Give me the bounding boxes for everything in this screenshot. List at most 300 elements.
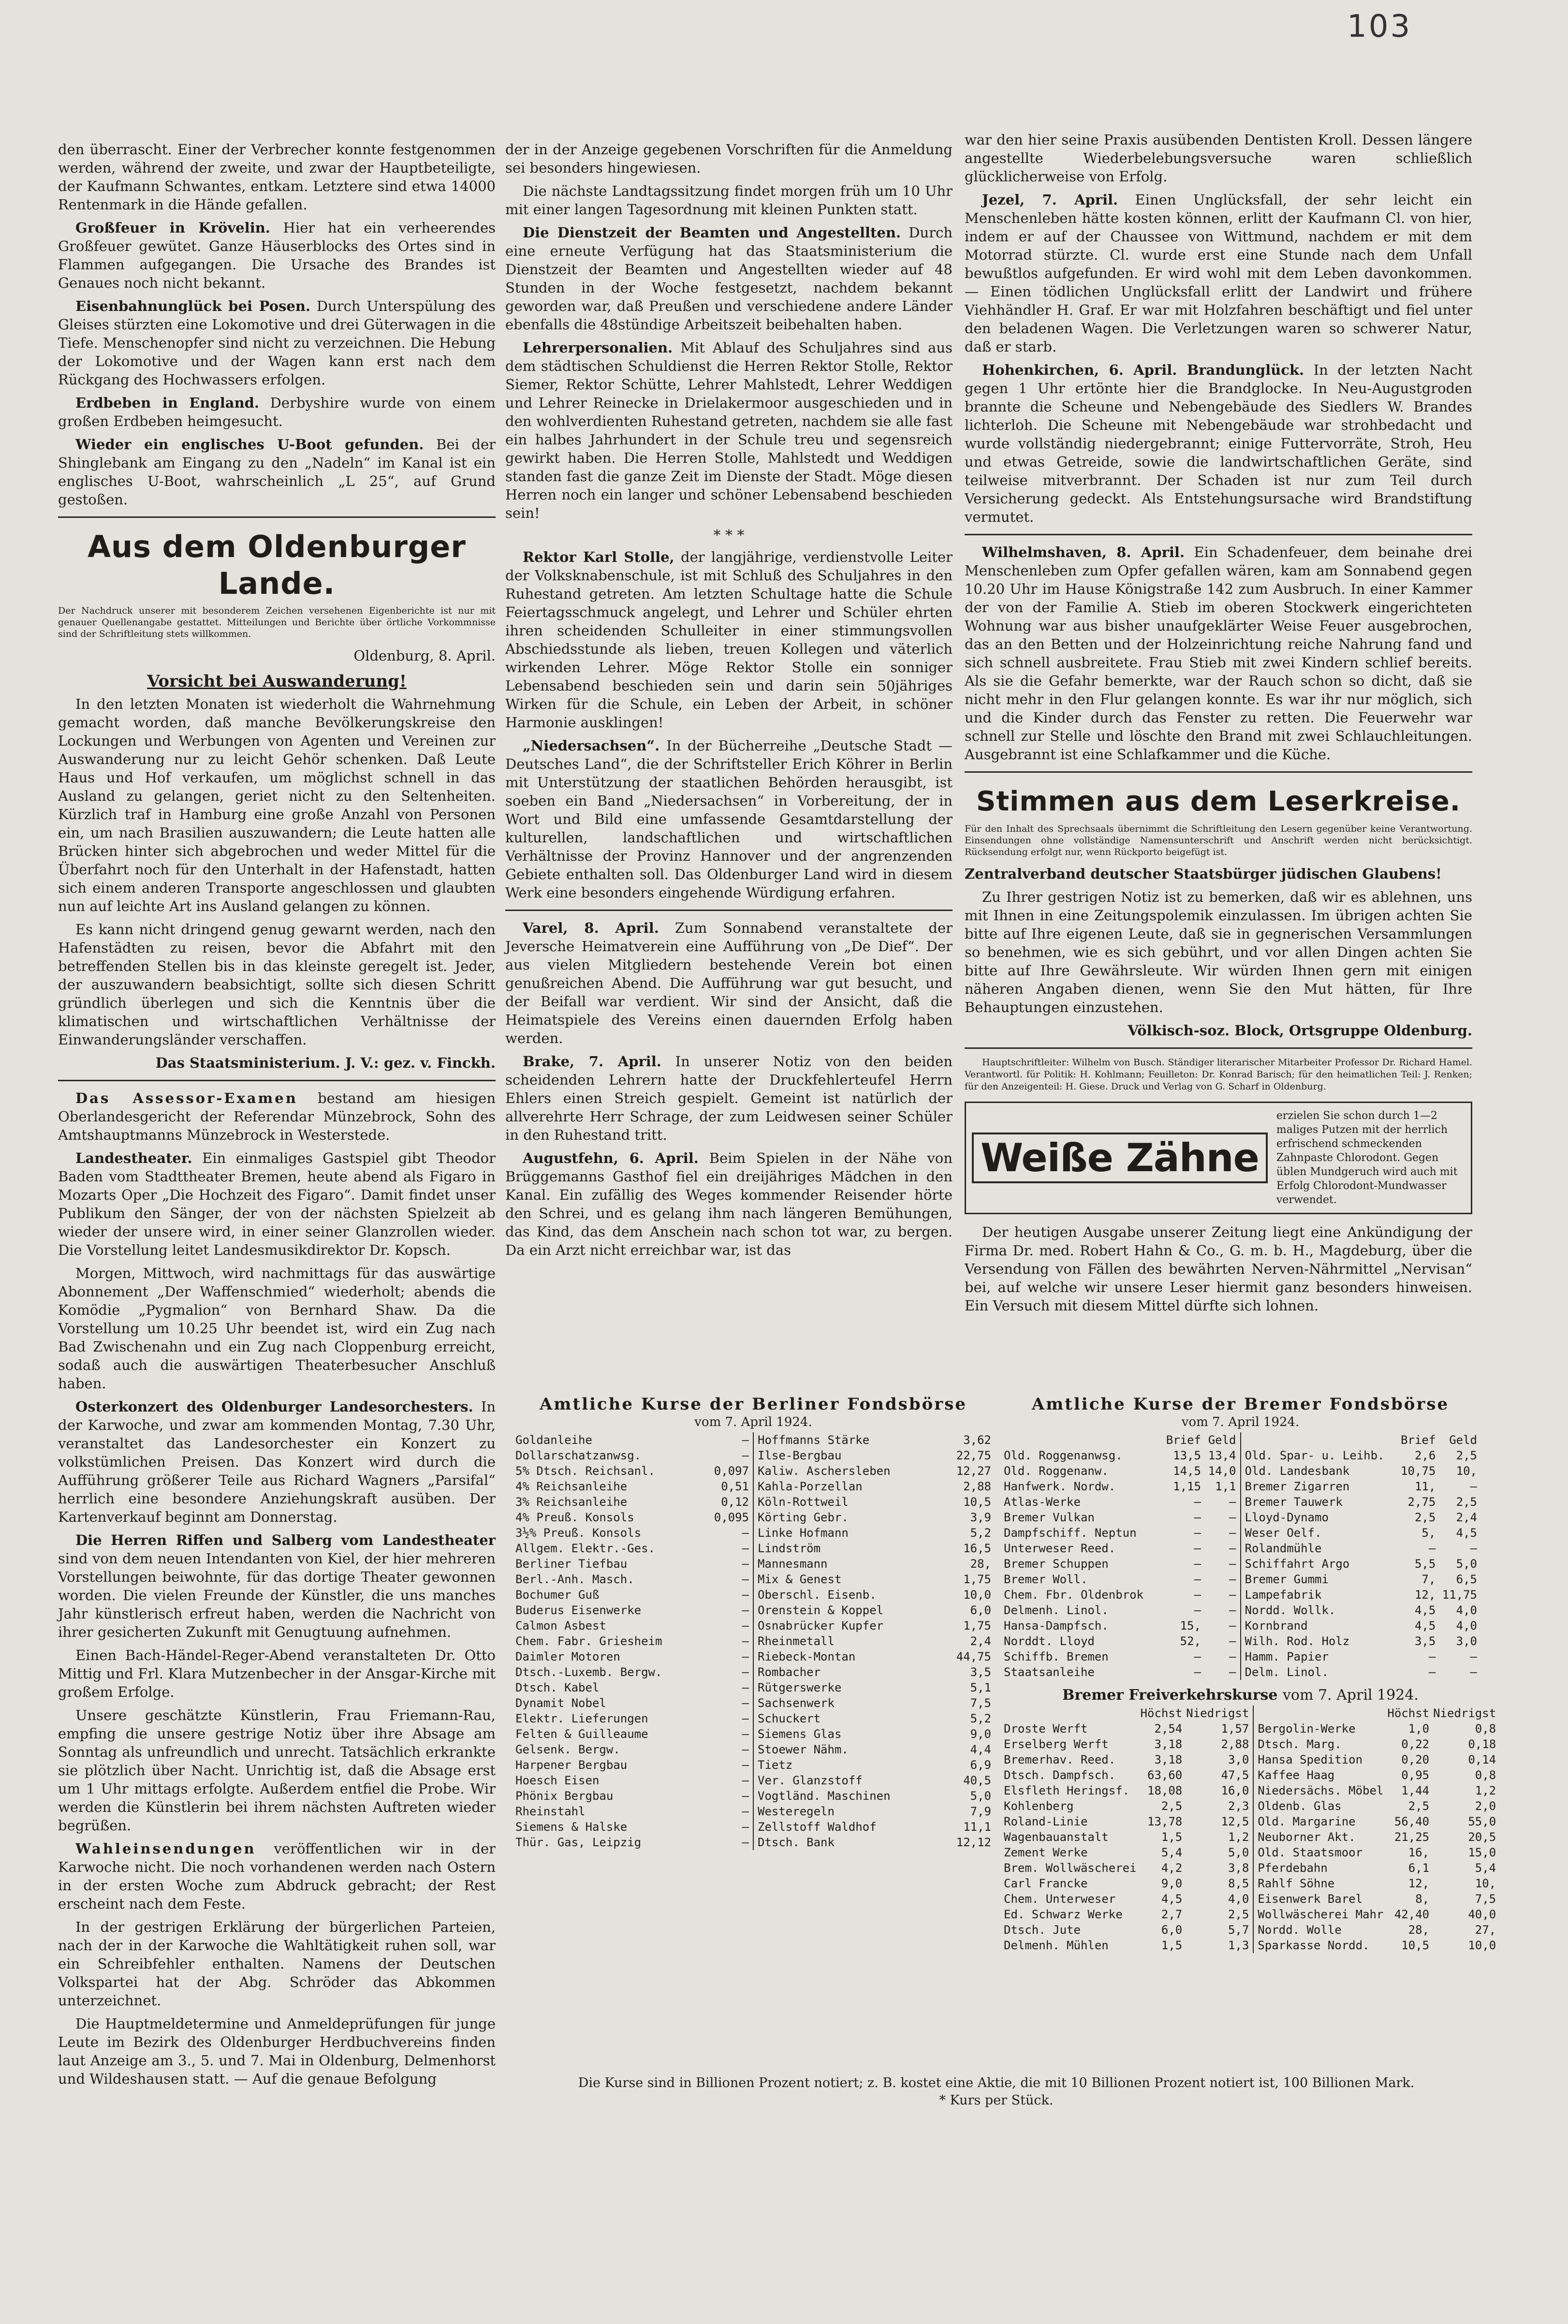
section-title: Aus dem Oldenburger Lande. (88, 529, 466, 601)
table-row (756, 1819, 993, 1835)
table-title: Amtliche Kurse der Berliner Fondsbörse (540, 1395, 967, 1414)
table-row (1002, 1603, 1238, 1618)
footnote-text: * Kurs per Stück. (939, 2093, 1054, 2108)
security-name: Lloyd-Dynamo (1245, 1511, 1329, 1524)
dateline: Oldenburg, 8. April. (353, 647, 496, 664)
rate-value: — (742, 1634, 749, 1648)
news-body: bestand am hiesigen Oberlandesgericht der Referendar Münzebrock, Sohn des Amtshauptmanns Münzebrock in Westerstede. (58, 1090, 496, 1143)
rate-value: 5,0 (970, 1789, 991, 1803)
article-text: In der gestrigen Erklärung der bürgerlichen Parteien, nach der in der Karwoche die Wahltätigkeit ruhen soll, war ein Schreibfehler enthalten. Namens der Deutschen Volkspartei hat der Abg. Schröder das Abkommen unterzeichnet. (58, 1919, 496, 2009)
news-head: Wilhelmshaven, 8. April. (982, 544, 1185, 560)
table-row (1256, 1767, 1498, 1783)
security-name: Staatsanleihe (1004, 1665, 1095, 1679)
table-row (1243, 1618, 1480, 1633)
rate-value: 1,44 (1401, 1784, 1430, 1797)
table-row (513, 1494, 751, 1510)
rate-value: 1,0 (1408, 1722, 1430, 1736)
news-item (58, 1839, 496, 1913)
rate-value: — (1194, 1588, 1201, 1602)
rate-value: 0,8 (1475, 1722, 1496, 1736)
rate-value: 5,2 (970, 1712, 991, 1725)
rate-value: 12,12 (956, 1836, 991, 1849)
security-name: Old. Staatsmoor (1258, 1846, 1363, 1859)
rate-value: 5,0 (1228, 1846, 1249, 1859)
bremen-stock-table (1000, 1393, 1496, 1953)
security-name: Köln-Rottweil (758, 1495, 849, 1509)
security-name: Wagenbauanstalt (1004, 1830, 1109, 1844)
rate-value: 3,18 (1154, 1737, 1183, 1751)
table-title: Amtliche Kurse der Bremer Fondsbörse (1031, 1395, 1450, 1414)
rate-value: — (742, 1820, 749, 1834)
rate-value: — (742, 1573, 749, 1586)
rate-value: 21,25 (1394, 1830, 1430, 1844)
security-name: Old. Margarine (1258, 1815, 1356, 1828)
rate-value: 0,14 (1468, 1753, 1496, 1766)
rate-value: 3,0 (1228, 1753, 1249, 1766)
table-row (756, 1695, 993, 1711)
security-name: Kornbrand (1245, 1619, 1308, 1633)
rate-value: 6,1 (1408, 1861, 1430, 1875)
rate-value: — (1229, 1665, 1236, 1679)
security-name: Weser Oelf. (1245, 1526, 1322, 1540)
rate-value: 13,78 (1147, 1815, 1183, 1828)
table-row (1243, 1603, 1480, 1618)
rate-value: 10,0 (1468, 1939, 1496, 1952)
rate-value: 52, (1180, 1634, 1201, 1648)
rate-value: 0,18 (1468, 1737, 1496, 1751)
rate-value: 16, (1408, 1846, 1430, 1859)
rate-value: 0,51 (721, 1480, 749, 1493)
header-cell: Höchst (1140, 1706, 1183, 1720)
news-item (58, 435, 496, 509)
table-row (1243, 1587, 1480, 1603)
news-body: sind von dem neuen Intendanten von Kiel, der hier mehreren Vorstellungen beiwohnte, für das dortige Theater gewonnen worden. Die vielen Freunde der Künstler, die uns manches Jahr künstlerisch erfreut haben, werden die Nachricht von ihrer gesicherten Zukunft mit Genugtuung aufnehmen. (58, 1550, 496, 1640)
table-row (1256, 1860, 1498, 1876)
rate-value: — (1194, 1542, 1201, 1555)
security-name: Siemens & Halske (515, 1820, 628, 1834)
divider (58, 516, 496, 518)
rate-value: 4,0 (1456, 1619, 1477, 1633)
table-row (756, 1510, 993, 1525)
security-name: Sachsenwerk (758, 1696, 835, 1710)
rate-value: 2,54 (1154, 1722, 1183, 1736)
security-name: Erselberg Werft (1004, 1737, 1109, 1751)
rate-value: — (742, 1526, 749, 1540)
ad-title: Weiße Zähne (972, 1133, 1268, 1183)
security-name: Schuckert (758, 1712, 821, 1725)
news-item (58, 219, 496, 292)
article-text: Die nächste Landtagssitzung findet morgen früh um 10 Uhr mit einer langen Tagesordnung mit kleinen Punkten statt. (505, 183, 953, 218)
security-name: Körting Gebr. (758, 1511, 849, 1524)
security-name: Phönix Bergbau (515, 1789, 614, 1803)
news-body: In der Karwoche, und zwar am kommenden Montag, 7.30 Uhr, veranstaltet das Landesorchester ein Konzert zu volkstümlichen Preisen. Das Konzert wird durch die Aufführung größerer Teile aus Richard Wagners „Parsifal“ herrlich eine besondere Anziehungskraft ausüben. Der Kartenverkauf beginnt am Donnerstag. (58, 1398, 496, 1525)
security-name: Goldanleihe (515, 1433, 592, 1447)
table-row (513, 1742, 751, 1757)
header-cell: Niedrigst (1433, 1706, 1496, 1720)
news-item (58, 1397, 496, 1526)
security-name: Delmenh. Linol. (1004, 1603, 1109, 1617)
table-row (756, 1726, 993, 1742)
rate-value: — (742, 1696, 749, 1710)
table-row (1256, 1814, 1498, 1829)
rate-value: 14,5 (1173, 1464, 1201, 1478)
rate-value: 0,8 (1475, 1768, 1496, 1782)
rate-value: — (742, 1758, 749, 1772)
news-item (58, 1531, 496, 1641)
security-name: Bremerhav. Reed. (1004, 1753, 1116, 1766)
divider (965, 1047, 1472, 1049)
table-row (1256, 1721, 1498, 1736)
security-name: Osnabrücker Kupfer (758, 1619, 884, 1633)
rate-value: 4,0 (1456, 1603, 1477, 1617)
rate-value: 3,9 (970, 1511, 991, 1524)
table-row (513, 1664, 751, 1680)
security-name: Oberschl. Eisenb. (758, 1588, 877, 1602)
article-text: Die Hauptmeldetermine und Anmeldeprüfungen für junge Leute im Bezirk des Oldenburger Herdbuchvereins finden laut Anzeige am 3., 5. und 7. Mai in Oldenburg, Delmenhorst und Wildeshausen statt. — Auf die genaue Befolgung (58, 2015, 496, 2087)
table-row (1243, 1572, 1480, 1587)
security-name: Ver. Glanzstoff (758, 1774, 863, 1787)
table-row (1002, 1860, 1251, 1876)
security-name: Riebeck-Montan (758, 1650, 856, 1663)
rate-value: 5,4 (1161, 1846, 1183, 1859)
security-name: Dampfschiff. Neptun (1004, 1526, 1137, 1540)
news-item (505, 1149, 953, 1259)
rate-value: 11,75 (1442, 1588, 1477, 1602)
news-body: In der Bücherreihe „Deutsche Stadt — Deutsches Land“, die der Schriftsteller Erich Köhrer in Berlin mit Unterstützung der staatlichen Behörden herausgibt, ist soeben ein Band „Niedersachsen“ in Vorbereitung, der in Wort und Bild eine umfassende Gesamtdarstellung der kulturellen, landschaftlichen und wirtschaftlichen Verhältnisse der Provinz Hannover und der angrenzenden Gebiete enthalten soll. Das Oldenburger Land wird in diesem Werk eine besonders eingehende Würdigung erfahren. (505, 737, 953, 901)
stock-tables (512, 1393, 1496, 2065)
news-body: veröffentlichen wir in der Karwoche nicht. Die noch vorhandenen werden nach Ostern in der ersten Woche zum Abdruck gebracht; der Rest erscheint nach dem Feste. (58, 1840, 496, 1912)
table-row (513, 1773, 751, 1788)
table-row (756, 1664, 993, 1680)
security-name: Dynamit Nobel (515, 1696, 606, 1710)
header-cell: Geld (1208, 1433, 1236, 1447)
table-header-row (1002, 1432, 1238, 1448)
table-row (513, 1726, 751, 1742)
security-name: Vogtländ. Maschinen (758, 1789, 891, 1803)
security-name: Bremer Woll. (1004, 1573, 1088, 1586)
news-body: Durch eine erneute Verfügung hat das Staatsministerium die Dienstzeit der Beamten und Angestellten wieder auf 48 Stunden in der Woche festgesetzt, nachdem bekannt geworden war, daß Preußen und verschiedene andere Länder ebenfalls die 48stündige Arbeitszeit beibehalten haben. (505, 224, 953, 333)
table-row (756, 1525, 993, 1541)
table-row (513, 1835, 751, 1850)
table-half (1000, 1432, 1241, 1680)
security-name: Mix & Genest (758, 1573, 842, 1586)
security-name: Rombacher (758, 1665, 821, 1679)
rate-value: 7, (1421, 1573, 1436, 1586)
security-name: Bergolin-Werke (1258, 1722, 1356, 1736)
security-name: Hoffmanns Stärke (758, 1433, 870, 1447)
table-row (513, 1572, 751, 1587)
security-name: Elektr. Lieferungen (515, 1712, 648, 1725)
security-name: Rahlf Söhne (1258, 1877, 1335, 1890)
rate-value: 0,12 (721, 1495, 749, 1509)
news-item (505, 1052, 953, 1144)
rate-value: — (742, 1665, 749, 1679)
rates-table (1000, 1706, 1500, 1953)
header-cell: Niedrigst (1186, 1706, 1249, 1720)
table-row (1243, 1633, 1480, 1649)
rate-value: 16,0 (1221, 1784, 1249, 1797)
rate-value: 7,9 (970, 1805, 991, 1818)
rate-value: 3,8 (1228, 1861, 1249, 1875)
table-row (756, 1603, 993, 1618)
rate-value: 2,5 (1456, 1449, 1477, 1462)
security-name: Ilse-Bergbau (758, 1449, 842, 1462)
table-half (512, 1432, 753, 1850)
security-name: Rütgerswerke (758, 1681, 842, 1694)
security-name: Bochumer Guß (515, 1588, 600, 1602)
news-body: Derbyshire wurde von einem großen Erdbeben heimgesucht. (58, 395, 496, 429)
news-body: Beim Spielen in der Nähe von Brüggemanns Gasthof fiel ein dreijähriges Mädchen in den Kanal. Ein zufällig des Weges kommender Reisender hörte den Schrei, und es gelang ihm nach längeren Bemühungen, das Kind, das dem Anschein nach schon tot war, zu bergen. Da ein Arzt nicht erreichbar war, ist das (505, 1150, 953, 1258)
table-row (513, 1757, 751, 1773)
rate-value: 22,75 (956, 1449, 991, 1462)
table-row (1243, 1448, 1480, 1463)
rate-value: — (1194, 1526, 1201, 1540)
article-text: Unsere geschätzte Künstlerin, Frau Friemann-Rau, empfing die unsere gestrige Notiz über ihre Absage am Sonntag als unfreundlich und unrecht. Tatsächlich erkrankte sie plötzlich über Nacht. Unrichtig ist, daß die Absage erst um 1 Uhr mittags erfolgte. Außerdem entfiel die Probe. Wir werden die Künstlerin bei ihrem nächsten Auftreten wieder begrüßen. (58, 1707, 496, 1834)
security-name: Bremer Zigarren (1245, 1480, 1350, 1493)
rate-value: 3,18 (1154, 1753, 1183, 1766)
rate-value: — (1194, 1650, 1201, 1663)
security-name: 5% Dtsch. Reichsanl. (515, 1464, 655, 1478)
security-name: Delm. Linol. (1245, 1665, 1329, 1679)
security-name: Nordd. Wolle (1258, 1923, 1342, 1937)
rate-value: — (1194, 1573, 1201, 1586)
security-name: Old. Landesbank (1245, 1464, 1350, 1478)
section-subtitle: Für den Inhalt des Sprechsaals übernimmt die Schriftleitung den Lesern gegenüber keine Verantwortung. Einsendungen ohne vollständige Namensunterschrift und Anschrift werden nicht berücksichtigt. Rücksendung erfolgt nur, wenn Rückporto beigefügt ist. (965, 824, 1472, 857)
news-item (58, 1089, 496, 1144)
table-date: vom 7. April 1924. (1181, 1415, 1300, 1429)
news-body: Ein Schadenfeuer, dem beinahe drei Menschenleben zum Opfer gefallen wären, kam am Sonnabend gegen 10.20 Uhr im Hause Königstraße 142 zum Ausbruch. In einer Kammer der von der Familie A. Stieb im oberen Stockwerk eingerichteten Wohnung war aus bisher unaufgeklärter Weise Feuer ausgebrochen, das an den Betten und der Holzeinrichtung reiche Nahrung fand und sich schnell ausbreitete. Frau Stieb mit zwei Kindern schlief bereits. Als sie die Gefahr bemerkte, war der Rauch schon so dicht, daß sie nicht mehr in den Flur gelangen konnte. Es war ihr nur möglich, sich und die Kinder durch das Fenster zu retten. Die Feuerwehr war schnell zur Stelle und löschte den Brand mit zwei Schlauchleitungen. Ausgebrannt ist eine Schlafkammer und die Küche. (965, 544, 1473, 763)
rate-value: — (1229, 1542, 1236, 1555)
table-footnote (512, 2074, 1481, 2109)
rate-value: 10, (1475, 1877, 1496, 1890)
rate-value: — (1229, 1573, 1236, 1586)
news-head: Brake, 7. April. (523, 1053, 661, 1070)
security-name: Berl.-Anh. Masch. (515, 1573, 634, 1586)
rate-value: — (1229, 1619, 1236, 1633)
rate-value: 8,5 (1228, 1877, 1249, 1890)
table-row (513, 1587, 751, 1603)
section-title: Stimmen aus dem Leserkreise. (976, 786, 1461, 817)
section-subtitle: Der Nachdruck unserer mit besonderem Zeichen versehenen Eigenberichte ist nur mit genauer Quellenangabe gestattet. Mitteilungen und Berichte über örtliche Vorkommnisse sind der Schriftleitung stets willkommen. (58, 605, 496, 639)
footnote-text: Die Kurse sind in Billionen Prozent notiert; z. B. kostet eine Aktie, die mit 10 Billionen Prozent notiert ist, 100 Billionen Mark. (578, 2075, 1415, 2090)
rate-value: 42,40 (1394, 1908, 1430, 1921)
table-row (1002, 1721, 1251, 1736)
table-row (1243, 1556, 1480, 1572)
rate-value: — (1229, 1557, 1236, 1571)
rate-value: 15, (1180, 1619, 1201, 1633)
table-row (1002, 1664, 1238, 1680)
rates-table (1000, 1432, 1481, 1680)
column-right (965, 131, 1473, 1314)
security-name: Dollarschatzanwsg. (515, 1449, 642, 1462)
news-head: Jezel, 7. April. (982, 191, 1118, 208)
rate-value: — (1470, 1665, 1477, 1679)
rate-value: 8, (1415, 1892, 1430, 1906)
rate-value: 63,60 (1147, 1768, 1183, 1782)
table-row (756, 1479, 993, 1494)
header-cell (1256, 1706, 1385, 1721)
security-name: Dtsch. Bank (758, 1836, 835, 1849)
rate-value: 7,5 (1475, 1892, 1496, 1906)
rate-value: 16,5 (963, 1542, 991, 1555)
security-name: Kaffee Haag (1258, 1768, 1335, 1782)
table-row (1002, 1510, 1238, 1525)
security-name: 4% Reichsanleihe (515, 1480, 628, 1493)
table-row (1002, 1448, 1238, 1463)
security-name: Westeregeln (758, 1805, 835, 1818)
rate-value: 1,5 (1161, 1939, 1183, 1952)
security-name: Dtsch. Jute (1004, 1923, 1081, 1937)
rate-value: 6,9 (970, 1758, 991, 1772)
rate-value: — (1229, 1634, 1236, 1648)
rate-value: 27, (1475, 1923, 1496, 1937)
table-date: vom 7. April 1924. (694, 1415, 812, 1429)
table-row (756, 1633, 993, 1649)
table-half (1000, 1706, 1253, 1953)
security-name: Ed. Schwarz Werke (1004, 1908, 1123, 1921)
rate-value: 4,5 (1414, 1619, 1436, 1633)
table-row (513, 1633, 751, 1649)
security-name: Buderus Eisenwerke (515, 1603, 642, 1617)
rate-value: 13,5 (1173, 1449, 1201, 1462)
security-name: Old. Roggenanwsg. (1004, 1449, 1123, 1462)
news-item (505, 736, 953, 902)
rates-sub-table (513, 1432, 751, 1850)
table-half (1253, 1706, 1500, 1953)
security-name: Roland-Linie (1004, 1815, 1088, 1828)
rate-value: — (1229, 1603, 1236, 1617)
security-name: Chem. Fbr. Oldenbrok (1004, 1588, 1143, 1602)
divider (965, 534, 1472, 535)
table-row (513, 1432, 751, 1448)
security-name: Tietz (758, 1758, 793, 1772)
news-item (505, 338, 953, 522)
rate-value: — (1194, 1603, 1201, 1617)
letter-title: Zentralverband deutscher Staatsbürger jüdischen Glaubens! (965, 866, 1442, 882)
rate-value: — (742, 1836, 749, 1849)
security-name: Schiffb. Bremen (1004, 1650, 1109, 1663)
rate-value: 10, (1456, 1464, 1477, 1478)
rate-value: 2,7 (1161, 1908, 1183, 1921)
security-name: Schiffahrt Argo (1245, 1557, 1350, 1571)
security-name: Dtsch. Marg. (1258, 1737, 1342, 1751)
table-row (1002, 1783, 1251, 1798)
table-row (1002, 1587, 1238, 1603)
rate-value: 14,0 (1208, 1464, 1236, 1478)
rate-value: 2,6 (1414, 1449, 1436, 1462)
rate-value: 2,5 (1408, 1799, 1430, 1813)
table-row (1256, 1845, 1498, 1860)
security-name: Kaliw. Aschersleben (758, 1464, 891, 1478)
table-row (1002, 1525, 1238, 1541)
table-row (513, 1649, 751, 1664)
security-name: 3½% Preuß. Konsols (515, 1526, 642, 1540)
table-row (756, 1757, 993, 1773)
news-body: Ein einmaliges Gastspiel gibt Theodor Baden vom Stadttheater Bremen, heute abend als Figaro in Mozarts Oper „Die Hochzeit des Figaro“. Damit findet unser Publikum den Sänger, der von der nächsten Spielzeit ab wieder der unsere wird, in einer seiner Glanzrollen wieder. Die Vorstellung leitet Landesmusikdirektor Dr. Kopsch. (58, 1150, 496, 1258)
rate-value: 40,5 (963, 1774, 991, 1787)
security-name: Felten & Guilleaume (515, 1727, 648, 1741)
rate-value: — (1194, 1511, 1201, 1524)
rate-value: — (1229, 1511, 1236, 1524)
table-row (1243, 1525, 1480, 1541)
rate-value: 1,2 (1228, 1830, 1249, 1844)
rates-sub-table (1002, 1432, 1238, 1680)
security-name: Mannesmann (758, 1557, 828, 1571)
rate-value: 4,5 (1414, 1603, 1436, 1617)
security-name: Gelsenk. Bergw. (515, 1743, 620, 1756)
rate-value: 0,95 (1401, 1768, 1430, 1782)
table-row (513, 1788, 751, 1804)
security-name: Hanfwerk. Nordw. (1004, 1480, 1116, 1493)
table-row (1002, 1876, 1251, 1891)
rate-value: 0,097 (714, 1464, 749, 1478)
page-number: 103 (1347, 9, 1412, 44)
letter-text: Zu Ihrer gestrigen Notiz ist zu bemerken, daß wir es ablehnen, uns mit Ihnen in eine Zeitungspolemik einzulassen. Im übrigen achten Sie bitte auf Ihre eigenen Leute, daß sie in gegnerischen Versammlungen so benehmen, wie es sich gebührt, und vor allen Dingen achten Sie bitte auf Ihre Gewährsleute. Wir würden Ihnen gern mit einigen näheren Angaben dienen, wenn Sie den Mut hätten, für Ihre Behauptungen einzustehen. (965, 889, 1472, 1015)
table-row (1002, 1798, 1251, 1814)
security-name: Hansa Spedition (1258, 1753, 1363, 1766)
rate-value: 10,75 (1401, 1464, 1436, 1478)
table-row (1256, 1829, 1498, 1845)
news-body: Bei der Shinglebank am Eingang zu den „Nadeln“ im Kanal ist ein englisches U-Boot, wahrscheinlich „L 25“, auf Grund gestoßen. (58, 436, 496, 508)
news-item (58, 297, 496, 389)
rate-value: 3,62 (963, 1433, 991, 1447)
security-name: Thür. Gas, Leipzig (515, 1836, 642, 1849)
security-name: Niedersächs. Möbel (1258, 1784, 1384, 1797)
news-head: Wieder ein englisches U-Boot gefunden. (75, 436, 424, 453)
news-head: Lehrerpersonalien. (523, 339, 673, 356)
letter-signature: Völkisch-soz. Block, Ortsgruppe Oldenburg. (1128, 1022, 1472, 1039)
rate-value: — (1194, 1557, 1201, 1571)
news-item (58, 394, 496, 430)
rate-value: 5,5 (1414, 1557, 1436, 1571)
article-signature: Das Staatsministerium. J. V.: gez. v. Finckh. (155, 1055, 496, 1071)
rate-value: 12, (1414, 1588, 1436, 1602)
table-row (1002, 1922, 1251, 1938)
article-text: den überrascht. Einer der Verbrecher konnte festgenommen werden, während der zweite, und zwar der Hauptbeteiligte, der Kaufmann Schwantes, entkam. Letztere sind etwa 14000 Rentenmark in die Hände gefallen. (58, 141, 496, 213)
rate-value: — (742, 1433, 749, 1447)
table-row (513, 1463, 751, 1479)
header-cell: Brief (1401, 1433, 1436, 1447)
rate-value: — (1194, 1665, 1201, 1679)
header-cell: Brief (1166, 1433, 1201, 1447)
rate-value: 12, (1408, 1877, 1430, 1890)
table-row (1002, 1938, 1251, 1953)
table-row (513, 1804, 751, 1819)
divider (965, 771, 1472, 773)
rate-value: 40,0 (1468, 1908, 1496, 1921)
news-body: Durch Unterspülung des Gleises stürzten eine Lokomotive und drei Güterwagen in die Tiefe. Menschenopfer sind nicht zu verzeichnen. Die Hebung der Lokomotive und der Wagen kann erst nach dem Rückgang des Hochwassers erfolgen. (58, 298, 496, 388)
rate-value: — (742, 1789, 749, 1803)
news-head: Hohenkirchen, 6. April. Brandunglück. (982, 362, 1304, 378)
security-name: Nordd. Wollk. (1245, 1603, 1336, 1617)
rate-value: 20,5 (1468, 1830, 1496, 1844)
table-row (513, 1510, 751, 1525)
rate-value: 2,5 (1456, 1495, 1477, 1509)
security-name: Delmenh. Mühlen (1004, 1939, 1109, 1952)
rate-value: 44,75 (956, 1650, 991, 1663)
rate-value: 2,88 (963, 1480, 991, 1493)
table-row (1243, 1463, 1480, 1479)
security-name: Zellstoff Waldhof (758, 1820, 877, 1834)
security-name: Calmon Asbest (515, 1619, 606, 1633)
rates-sub-table (1002, 1706, 1251, 1953)
security-name: Harpener Bergbau (515, 1758, 628, 1772)
rate-value: 2,4 (1456, 1511, 1477, 1524)
rate-value: 6,5 (1456, 1573, 1477, 1586)
table-row (1256, 1876, 1498, 1891)
news-body: Mit Ablauf des Schuljahres sind aus dem städtischen Schuldienst die Herren Rektor Stolle, Rektor Siemer, Rektor Schütte, Lehrer Mahlstedt, Lehrer Weddigen und Lehrer Reinecke in Drielakermoor ausgeschieden und in den wohlverdienten Ruhestand getreten, nachdem sie alle fast ein halbes Jahrhundert in der Schule treu und segensreich gewirkt haben. Die Herren Stolle, Mahlstedt und Weddigen standen fast die ganze Zeit im Dienste der Stadt. Möge diesen Herren noch ein langer und schöner Lebensabend beschieden sein! (505, 339, 953, 521)
rate-value: 6,0 (970, 1603, 991, 1617)
